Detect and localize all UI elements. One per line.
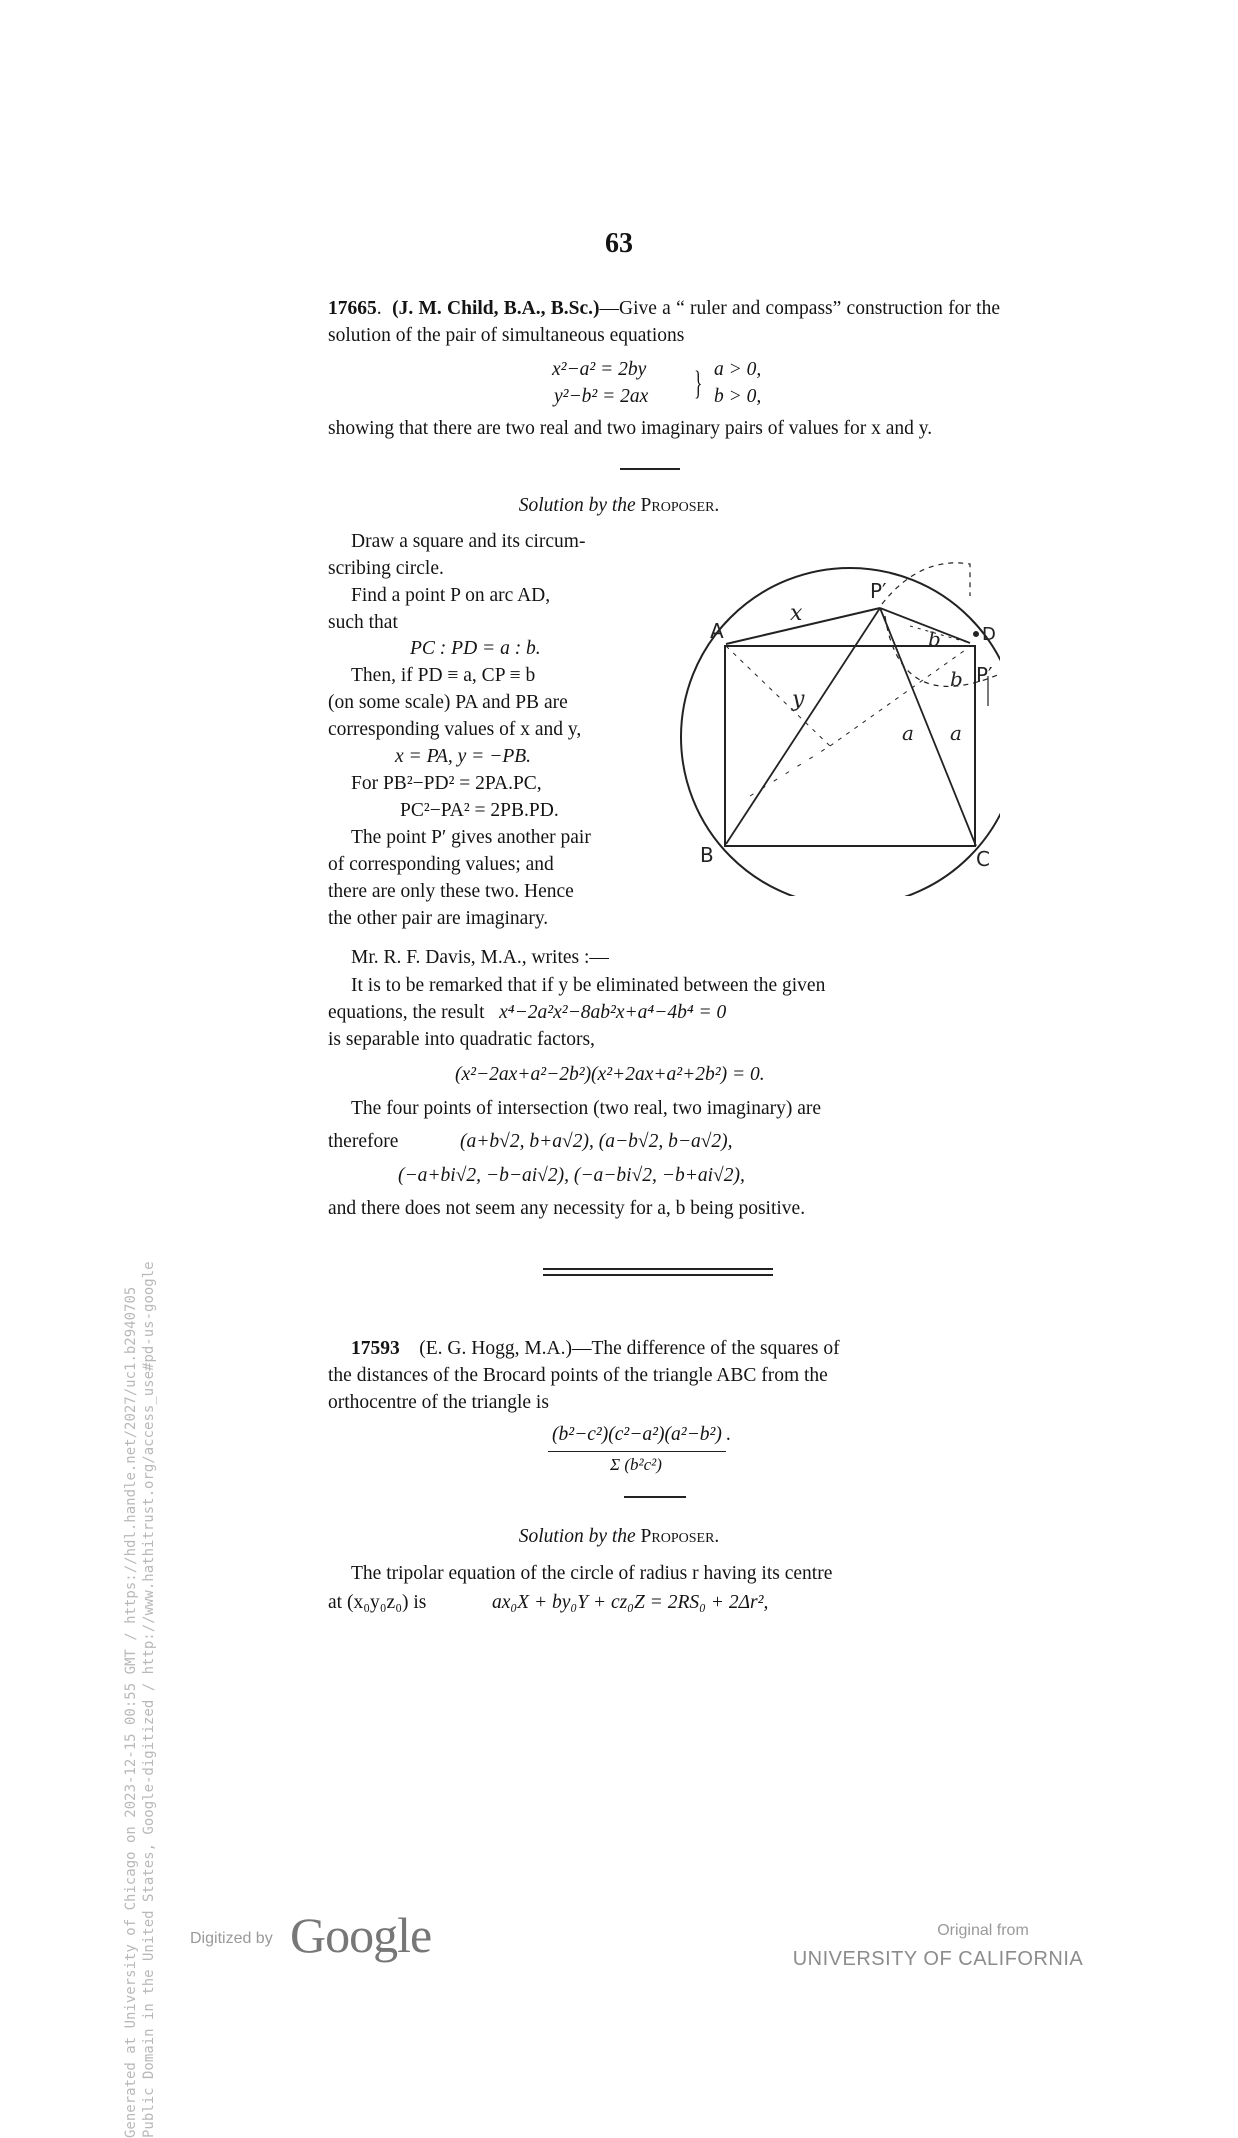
fraction-numerator: (b²−c²)(c²−a²)(a²−b²) — [548, 1422, 726, 1452]
double-rule-top — [543, 1268, 773, 1270]
solution-line: scribing circle. — [328, 558, 444, 579]
solution-line: corresponding values of x and y, — [328, 719, 582, 740]
line-PB — [726, 608, 880, 844]
solution-2-line-2 — [328, 1590, 426, 1617]
problem-author: (J. M. Child, B.A., B.Sc.) — [392, 298, 600, 319]
davis-factors: (x²−2ax+a²−2b²)(x²+2ax+a²+2b²) = 0. — [455, 1064, 765, 1085]
solution-line: the other pair are imaginary. — [328, 908, 549, 929]
davis-eliminant: x⁴−2a²x²−8ab²x+a⁴−4b⁴ = 0 — [499, 1002, 727, 1023]
problem-17665: 17665. (J. M. Child, B.A., B.Sc.)—Give a “ ruler and compass” construction for the solution of the pair of simultaneous equations — [328, 298, 1000, 346]
solution-line: PC²−PA² = 2PB.PD. — [400, 800, 559, 821]
solution-line: PC : PD = a : b. — [410, 638, 541, 659]
solution-line: The point P′ gives another pair — [351, 827, 591, 848]
label-a-1: a — [902, 721, 914, 745]
davis-line-7: and there does not seem any necessity for a, b being positive. — [328, 1198, 806, 1219]
solution-heading-name: Proposer. — [640, 495, 720, 516]
problem-author: (E. G. Hogg, M.A.) — [419, 1338, 572, 1359]
problem-statement: —Give a “ ruler and compass” construction for the solution of the pair of simultaneous equations — [328, 298, 1000, 346]
davis-line-4: The four points of intersection (two real, two imaginary) are — [351, 1098, 822, 1119]
davis-writes — [351, 945, 609, 972]
davis-line-5 — [328, 1129, 398, 1156]
solution-line: (on some scale) PA and PB are — [328, 692, 568, 713]
equation-2: y²−b² = 2ax — [554, 386, 649, 407]
solution-line: such that — [328, 612, 398, 633]
label-A: A — [710, 619, 724, 643]
davis-therefore: therefore — [328, 1131, 399, 1152]
problem-number: 17665 — [328, 298, 377, 319]
solution-heading-prefix: Solution by the — [518, 495, 636, 516]
university-of-california: UNIVERSITY OF CALIFORNIA — [792, 1948, 1084, 1970]
label-b-2: b — [950, 667, 963, 691]
page-number: 63 — [605, 228, 633, 259]
problem-number: 17593 — [351, 1338, 400, 1359]
point-D — [974, 632, 979, 637]
solution-line: Then, if PD ≡ a, CP ≡ b — [351, 665, 536, 686]
line-PA — [726, 608, 880, 644]
fraction — [548, 1422, 731, 1452]
google-logo: Google — [290, 1907, 432, 1963]
square — [725, 646, 975, 846]
equation-brace: } — [694, 365, 703, 402]
equation-1: x²−a² = 2by — [552, 359, 647, 380]
label-a-2: a — [950, 721, 962, 745]
davis-line-3: is separable into quadratic factors, — [328, 1029, 595, 1050]
diagonal-AC — [726, 646, 830, 746]
label-b-1: b — [928, 627, 941, 651]
problem-statement: —The difference of the squares of — [571, 1338, 840, 1359]
problem-17593 — [351, 1336, 1001, 1363]
solution-line: For PB²−PD² = 2PA.PC, — [351, 773, 542, 794]
davis-name: Mr. R. F. Davis, M.A., writes :— — [351, 947, 609, 968]
solution-line: x = PA, y = −PB. — [395, 746, 532, 767]
label-C: C — [976, 847, 990, 871]
solution-2-at: at (x₀y₀z₀) is — [328, 1592, 427, 1613]
fraction-denominator: Σ (b²c²) — [610, 1455, 662, 1474]
tripolar-equation: ax₀X + by₀Y + cz₀Z = 2RS₀ + 2Δr², — [492, 1592, 769, 1613]
double-rule-bottom — [543, 1274, 773, 1276]
davis-line-2-text: equations, the result — [328, 1002, 485, 1023]
davis-line-1: It is to be remarked that if y be eliminated between the given — [351, 975, 826, 996]
original-from: Original from — [937, 1922, 1029, 1939]
davis-points-1: (a+b√2, b+a√2), (a−b√2, b−a√2), — [460, 1131, 733, 1152]
label-P-prime: P′ — [976, 663, 993, 687]
label-P: P′ — [870, 579, 887, 603]
condition-1: a > 0, — [714, 359, 762, 380]
short-rule-2 — [624, 1496, 686, 1498]
label-D: D — [982, 624, 996, 645]
label-x: x — [790, 601, 803, 626]
davis-line-2 — [328, 1000, 726, 1027]
solution-heading-prefix: Solution by the — [518, 1526, 636, 1547]
short-rule-1 — [620, 468, 680, 470]
label-y: y — [792, 687, 805, 712]
arc-P-dashed — [882, 563, 970, 604]
solution-heading-1 — [0, 495, 1238, 517]
dash-to-B — [750, 746, 830, 796]
problem-conclusion: showing that there are two real and two imaginary pairs of values for x and y. — [328, 418, 933, 439]
watermark-line-2: Public Domain in the United States, Google-digitized / http://www.hathitrust.org/access_use#pd-us-google — [141, 1261, 157, 2138]
condition-2: b > 0, — [714, 386, 762, 407]
solution-line: Draw a square and its circum- — [351, 531, 586, 552]
solution-line: there are only these two. Hence — [328, 881, 574, 902]
solution-2-line-1: The tripolar equation of the circle of radius r having its centre — [351, 1563, 833, 1584]
solution-line: Find a point P on arc AD, — [351, 585, 551, 606]
line-PD — [880, 608, 970, 643]
solution-line: of corresponding values; and — [328, 854, 554, 875]
label-B: B — [700, 843, 714, 867]
hathitrust-watermark — [122, 378, 158, 2138]
fraction-end: . — [725, 1424, 731, 1445]
geometry-figure — [670, 556, 1000, 896]
solution-heading-2 — [0, 1526, 1238, 1548]
watermark-line-1: Generated at University of Chicago on 2023-12-15 00:55 GMT / https://hdl.handle.net/2027/uc1.b2940705 — [123, 1286, 139, 2138]
digitized-by: Digitized by — [190, 1930, 273, 1947]
solution-heading-name: Proposer. — [640, 1526, 720, 1547]
diagonal-BD — [830, 648, 968, 746]
problem-2-line-2: the distances of the Brocard points of the triangle ABC from the — [328, 1365, 828, 1386]
davis-points-2: (−a+bi√2, −b−ai√2), (−a−bi√2, −b+ai√2), — [398, 1165, 745, 1186]
problem-2-line-3: orthocentre of the triangle is — [328, 1392, 549, 1413]
